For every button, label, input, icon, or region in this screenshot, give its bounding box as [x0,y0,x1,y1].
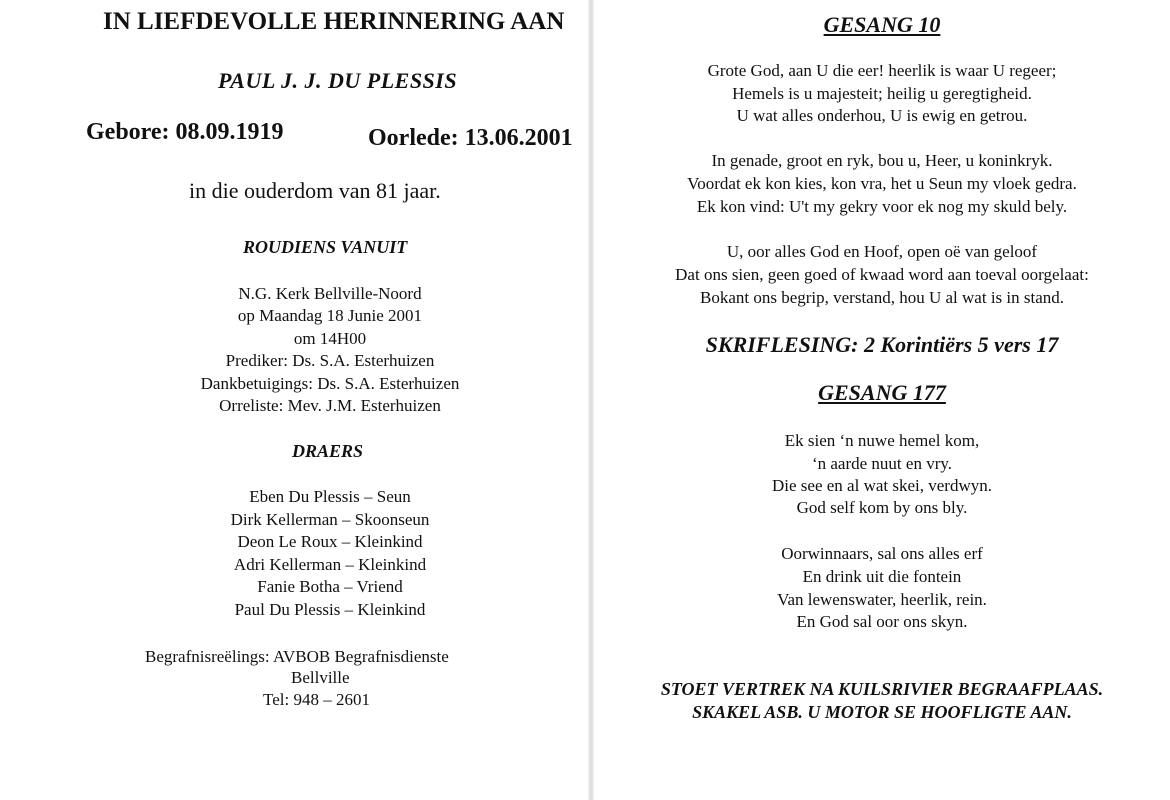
headlights-notice: SKAKEL ASB. U MOTOR SE HOOFLIGTE AAN. [692,702,1072,722]
hymn1-verse-line: Dat ons sien, geen goed of kwaad word aan toeval oorgelaat: [675,265,1089,284]
deceased-name: PAUL J. J. DU PLESSIS [218,68,458,93]
hymn2-verse-line: God self kom by ons bly. [796,498,968,517]
hymn2-verse-line: Van lewenswater, heerlik, rein. [777,590,987,609]
hymn2-verse-line: Die see en al wat skei, verdwyn. [772,476,992,495]
hymn1-title: GESANG 10 [823,12,941,37]
bearer-item: Fanie Botha – Vriend [257,577,403,596]
service-line: op Maandag 18 Junie 2001 [237,306,423,325]
death-date: Oorlede: 13.06.2001 [368,125,573,151]
hymn1-verse-line: Ek kon vind: U't my gekry voor ek nog my skuld bely. [696,197,1068,216]
funeral-phone: Tel: 948 – 2601 [263,690,370,709]
memorial-heading: IN LIEFDEVOLLE HERINNERING AAN [103,8,565,35]
hymn2-verse-line: Oorwinnaars, sal ons alles erf [781,544,983,563]
hymn2-verse-line: Ek sien ‘n nuwe hemel kom, [784,431,980,450]
hymn2-verse-line: En drink uit die fontein [802,567,962,586]
bearers-heading: DRAERS [292,441,364,461]
service-line: Dankbetuigings: Ds. S.A. Esterhuizen [200,374,460,393]
bearer-item: Paul Du Plessis – Kleinkind [234,600,426,619]
bearer-item: Eben Du Plessis – Seun [249,487,411,506]
hymn2-verse-line: En God sal oor ons skyn. [796,612,968,631]
service-heading: ROUDIENS VANUIT [243,237,408,257]
service-line: Orreliste: Mev. J.M. Esterhuizen [219,396,441,415]
hymn2-title: GESANG 177 [818,380,946,405]
service-line: om 14H00 [293,329,367,348]
service-line: N.G. Kerk Bellville-Noord [238,284,422,303]
hymn1-verse-line: U wat alles onderhou, U is ewig en getrou. [736,106,1028,125]
service-line: Prediker: Ds. S.A. Esterhuizen [225,351,435,370]
funeral-arrangements: Begrafnisreëlings: AVBOB Begrafnisdienste [145,647,449,666]
bearer-item: Deon Le Roux – Kleinkind [237,532,423,551]
birth-date: Gebore: 08.09.1919 [86,119,284,145]
hymn1-verse-line: Hemels is u majesteit; heilig u geregtigheid. [732,84,1032,103]
hymn1-verse-line: In genade, groot en ryk, bou u, Heer, u koninkryk. [711,151,1053,170]
hymn2-verse-line: ‘n aarde nuut en vry. [811,454,953,473]
bearer-item: Adri Kellerman – Kleinkind [233,555,427,574]
hymn1-verse-line: Bokant ons begrip, verstand, hou U al wat is in stand. [699,288,1065,307]
bearer-item: Dirk Kellerman – Skoonseun [230,510,430,529]
procession-notice: STOET VERTREK NA KUILSRIVIER BEGRAAFPLAAS. [660,679,1104,699]
hymn1-verse-line: U, oor alles God en Hoof, open oë van geloof [726,242,1038,261]
scripture-reading: SKRIFLESING: 2 Korintiërs 5 vers 17 [705,332,1059,357]
right-page [594,0,1170,800]
funeral-city: Bellville [291,668,350,687]
age-line: in die ouderdom van 81 jaar. [189,178,441,203]
hymn1-verse-line: Voordat ek kon kies, kon vra, het u Seun my vloek gedra. [687,174,1077,193]
hymn1-verse-line: Grote God, aan U die eer! heerlik is waar U regeer; [707,61,1057,80]
